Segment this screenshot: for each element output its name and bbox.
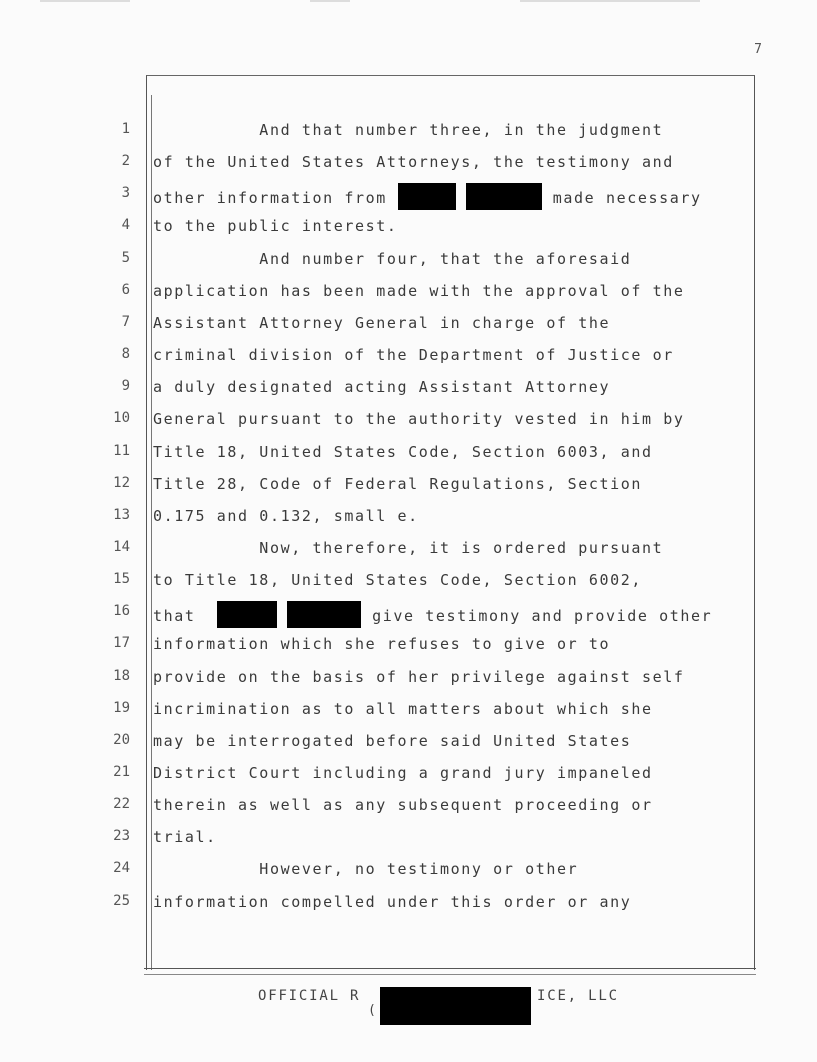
line-text-segment: criminal division of the Department of Justice or [153, 346, 674, 365]
line-text-segment: incrimination as to all matters about which she [153, 699, 653, 718]
line-text-segment [456, 189, 467, 207]
transcript-line [153, 410, 685, 428]
redaction-block [287, 601, 361, 628]
line-number: 23 [113, 828, 130, 845]
scan-artifact [520, 0, 700, 2]
line-number: 22 [113, 796, 130, 813]
line-text-segment: provide on the basis of her privilege against self [153, 667, 685, 686]
scan-artifact [40, 0, 130, 2]
line-text-segment: General pursuant to the authority vested in him by [153, 410, 685, 429]
line-number: 17 [113, 635, 130, 652]
transcript-line [153, 764, 653, 782]
transcript-line [153, 507, 419, 525]
line-text-segment: Now, therefore, it is ordered pursuant [153, 538, 664, 557]
transcript-line [153, 571, 642, 589]
transcript-line [153, 828, 217, 846]
line-text-segment: therein as well as any subsequent proceeding or [153, 796, 653, 815]
line-text-segment: of the United States Attorneys, the testimony and [153, 153, 674, 172]
line-text-segment: made necessary [542, 189, 702, 208]
line-text-segment: application has been made with the approval of the [153, 281, 685, 300]
transcript-line [153, 668, 685, 686]
line-text-segment: information which she refuses to give or to [153, 635, 611, 654]
line-number: 2 [121, 153, 130, 170]
transcript-line [153, 539, 663, 557]
transcript-line [153, 282, 685, 300]
line-number: 16 [113, 603, 130, 620]
redaction-block [217, 601, 277, 628]
line-text-segment: Title 18, United States Code, Section 6003, and [153, 442, 653, 461]
redaction-block [398, 183, 456, 210]
footer-redaction-block [380, 987, 531, 1025]
bottom-rule [144, 968, 756, 969]
line-text-segment: a duly designated acting Assistant Attorney [153, 378, 611, 397]
line-text-segment: to the public interest. [153, 217, 398, 236]
line-number: 7 [121, 313, 130, 330]
transcript-line [153, 443, 653, 461]
transcript-line [153, 250, 631, 268]
line-text-segment: may be interrogated before said United States [153, 731, 632, 750]
transcript-line [153, 603, 712, 630]
transcript-line [153, 185, 702, 212]
scan-artifact [310, 0, 350, 2]
page-number: 7 [754, 42, 762, 57]
line-text-segment: However, no testimony or other [153, 860, 579, 879]
footer-paren: ( [368, 1003, 376, 1018]
line-text-segment: information compelled under this order or any [153, 892, 632, 911]
line-text-segment: that [153, 607, 217, 626]
line-number: 24 [113, 860, 130, 877]
line-number: 4 [121, 217, 130, 234]
line-number: 18 [113, 667, 130, 684]
line-text-segment: trial. [153, 828, 217, 847]
line-text-segment: Title 28, Code of Federal Regulations, Section [153, 474, 643, 493]
line-number: 5 [121, 249, 130, 266]
transcript-line [153, 635, 610, 653]
line-number: 21 [113, 764, 130, 780]
line-number: 19 [113, 699, 130, 716]
transcript-line [153, 217, 398, 235]
transcript-line [153, 893, 631, 911]
line-number: 12 [113, 474, 130, 491]
line-number: 11 [113, 442, 130, 459]
bottom-rule [144, 974, 756, 975]
line-number: 13 [113, 506, 130, 523]
margin-rule [151, 95, 152, 970]
transcript-line [153, 860, 578, 878]
line-number: 20 [113, 731, 130, 748]
line-text-segment: District Court including a grand jury impaneled [153, 764, 653, 782]
line-text-segment: give testimony and provide other [361, 607, 713, 626]
transcript-line [153, 346, 674, 364]
line-text-segment: Assistant Attorney General in charge of the [153, 313, 611, 332]
line-number: 15 [113, 571, 130, 588]
footer-left-text: OFFICIAL R [258, 988, 361, 1004]
line-number: 10 [113, 410, 130, 427]
transcript-line [153, 153, 674, 171]
line-text-segment: other information from [153, 189, 398, 208]
transcript-line [153, 796, 653, 814]
transcript-line [153, 314, 610, 332]
footer-right-text: ICE, LLC [537, 988, 619, 1004]
transcript-line [153, 475, 642, 493]
line-text-segment: And number four, that the aforesaid [153, 249, 632, 268]
line-number: 8 [121, 346, 130, 363]
line-text-segment [277, 607, 288, 625]
line-text-segment: to Title 18, United States Code, Section 6002, [153, 571, 643, 590]
transcript-line [153, 121, 663, 139]
line-number: 25 [113, 892, 130, 909]
transcript-line [153, 732, 631, 750]
line-text-segment: 0.175 and 0.132, small e. [153, 506, 419, 525]
line-number: 3 [121, 185, 130, 202]
line-number: 9 [121, 378, 130, 395]
line-number: 6 [121, 281, 130, 298]
redaction-block [466, 183, 542, 210]
line-number: 14 [113, 538, 130, 555]
transcript-line [153, 700, 653, 718]
transcript-line [153, 378, 610, 396]
line-text-segment: And that number three, in the judgment [153, 121, 664, 139]
line-number: 1 [121, 121, 130, 137]
